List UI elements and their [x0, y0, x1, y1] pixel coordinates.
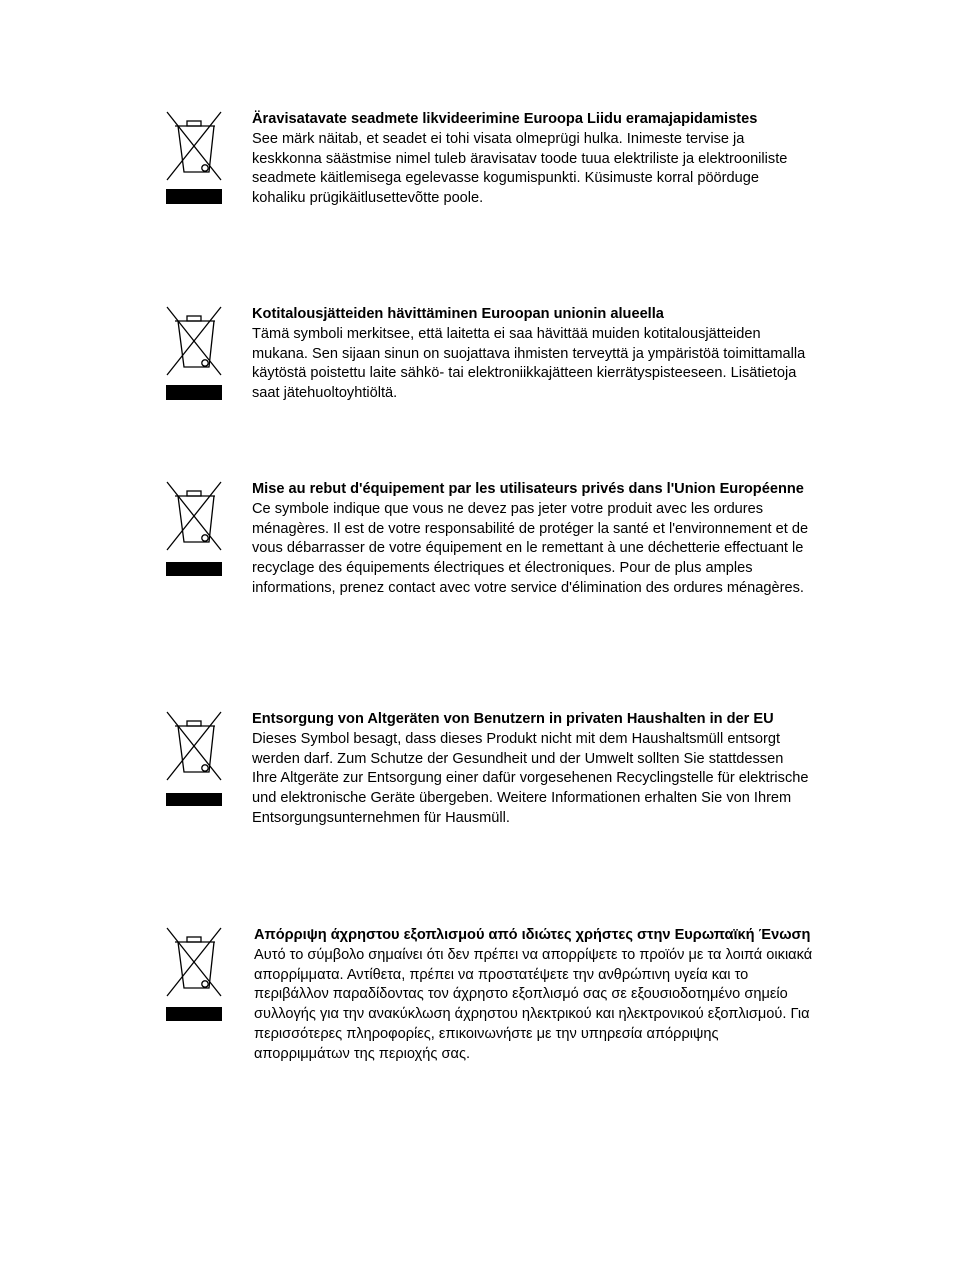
section-title: Απόρριψη άχρηστου εξοπλισμού από ιδιώτες χρήστες στην Ευρωπαϊκή Ένωση — [254, 927, 811, 943]
crossed-out-wheeled-bin-icon — [165, 480, 223, 576]
section-body: See märk näitab, et seadet ei tohi visata olmeprügi hulka. Inimeste tervise ja keskkonna säästmise nimel tuleb äravisatav toode tuua elektriliste ja elektrooniliste seadmete käitlemisega egelevasse kogumispunkti. Küsimuste korral pöörduge kohaliku prügikäitlusettevõtte poole. — [252, 130, 788, 207]
crossed-out-wheeled-bin-icon — [165, 305, 223, 401]
section-title: Kotitalousjätteiden hävittäminen Euroopan unionin alueella — [252, 306, 664, 322]
section-title: Äravisatavate seadmete likvideerimine Euroopa Liidu eramajapidamistes — [252, 111, 758, 127]
section-body: Tämä symboli merkitsee, että laitetta ei saa hävittää muiden kotitalousjätteiden mukana. Sen sijaan sinun on suojattava ihmisten terveyttä ja ympäristöä toimittamalla käytöstä poistettu laite sähkö- tai elektroniikkajätteen kierrätyspisteeseen. Lisätietoja saat jätehuoltoyhtiöltä. — [252, 325, 806, 402]
crossed-out-wheeled-bin-icon — [165, 110, 223, 206]
section-body: Dieses Symbol besagt, dass dieses Produkt nicht mit dem Haushaltsmüll entsorgt werden darf. Zum Schutze der Gesundheit und der Umwelt sollten Sie stattdessen Ihre Altgeräte zur Entsorgung einer dafür vorgesehenen Recyclingstelle für elektrische und elektronische Geräte übergeben. Weitere Informationen erhalten Sie von Ihrem Entsorgungsunternehmen für Hausmüll. — [252, 730, 809, 826]
crossed-out-wheeled-bin-icon — [165, 710, 223, 806]
section-title: Mise au rebut d'équipement par les utilisateurs privés dans l'Union Européenne — [252, 481, 804, 497]
section-body: Ce symbole indique que vous ne devez pas jeter votre produit avec les ordures ménagères. Il est de votre responsabilité de protéger la santé et l'environnement et de vous débarrasser de votre équipement en le remettant à une déchetterie effectuant le recyclage des équipements électriques et électroniques. Pour de plus amples informations, prenez contact avec votre service d'élimination des ordures ménagères. — [252, 500, 809, 596]
section-body: Αυτό το σύμβολο σημαίνει ότι δεν πρέπει να απορρίψετε το προϊόν με τα λοιπά οικιακά απορρίμματα. Αντίθετα, πρέπει να προστατέψετε την ανθρώπινη υγεία και το περιβάλλον παραδίδοντας τον άχρηστο εξοπλισμό σας σε εξουσιοδοτημένο σημείο συλλογής για την ανακύκλωση άχρηστου ηλεκτρικού και ηλεκτρονικού εξοπλισμού. Για περισσότερες πληροφορίες, επικοινωνήστε με την υπηρεσία απόρριψης απορριμμάτων της περιοχής σας. — [254, 946, 813, 1062]
crossed-out-wheeled-bin-icon — [165, 926, 223, 1022]
section-title: Entsorgung von Altgeräten von Benutzern in privaten Haushalten in der EU — [252, 711, 774, 727]
